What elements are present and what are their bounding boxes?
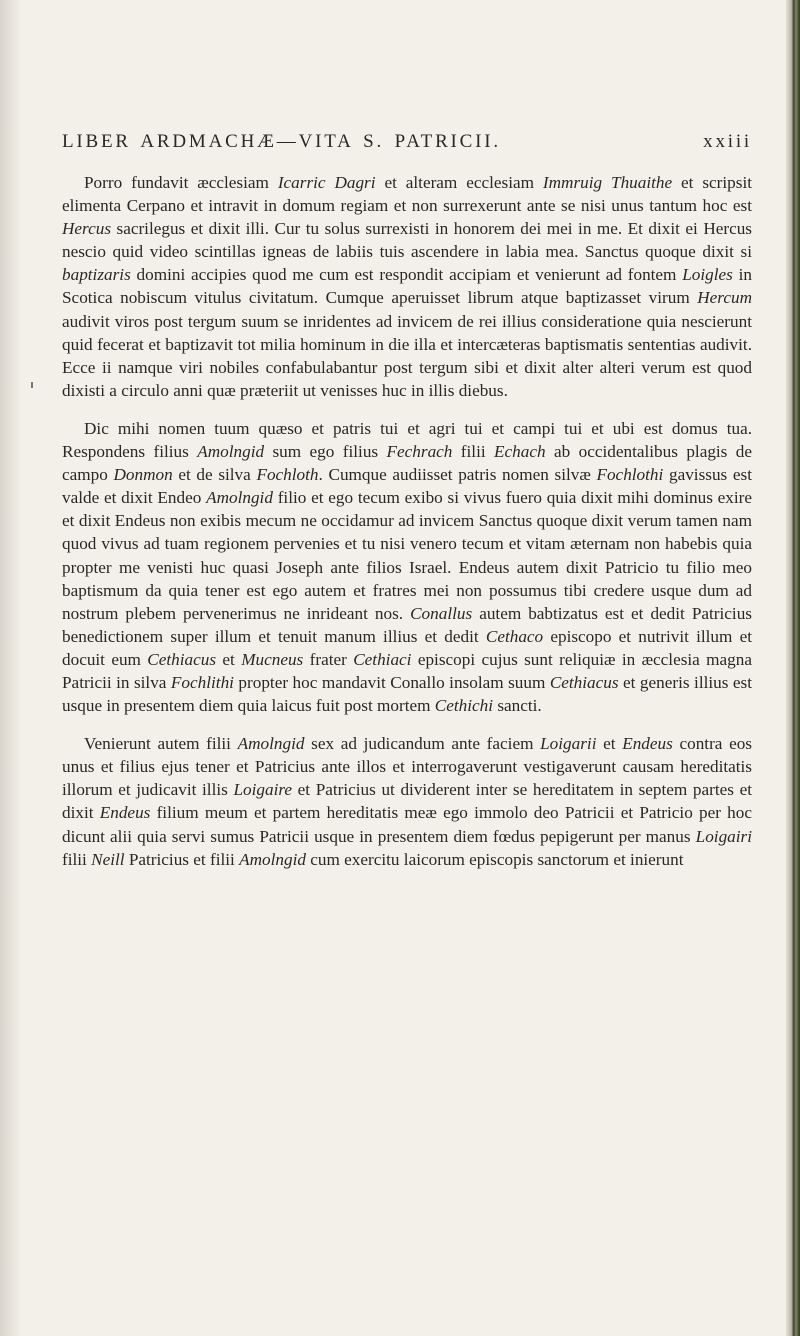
- text-run: audivit viros post tergum suum se inridentes ad invicem de rei illius consideratione quia nescierunt quid fecerat et baptizavit tot milia hominum in die illa et intercæteras baptismatis sententias audivit. Ecce ii namque viri nobiles confabulabantur post tergum sibi et dixit alter alteri verum est quod dixisti a circulo anni quæ præteriit ut venisses huc in illis diebus.: [62, 311, 752, 400]
- text-run: ab occidentalibus plagis de campo: [62, 442, 753, 485]
- page-number: xxiii: [703, 131, 752, 152]
- margin-mark: [31, 382, 33, 388]
- italic-name: Amolngid: [206, 488, 273, 508]
- text-run: propter hoc mandavit Conallo insolam suum: [233, 672, 550, 692]
- italic-name: Cethichi: [434, 696, 494, 716]
- italic-name: Immruig Thuaithe: [542, 173, 673, 192]
- text-run: filio et ego tecum exibo si vivus fuero quia dixit mihi dominus exire et dixit Endeus non exibis mecum ne occidamur ad invicem Sanctus quoque dixit verum tamen nam quod vivus ad tuam regionem pervenies et tu nisi venero tecum et vitam æternam non habebis quia propter me venisti huc quasi Joseph ante filios Israel. Endeus autem dixit Patricio tu filio meo baptismum da quia tener est ego autem et fratres mei non possumus tibi credere usque dum ad nostrum plebem pervenerimus ne inrideant nos.: [62, 488, 752, 623]
- italic-name: Amolngid: [237, 734, 305, 754]
- italic-name: Loigairi: [695, 826, 752, 846]
- italic-name: Loigles: [682, 265, 733, 285]
- text-run: et generis illius est usque in presentem diem quia laicus fuit post mortem: [62, 672, 752, 716]
- text-run: et: [216, 649, 242, 669]
- text-run: et de silva: [172, 465, 257, 485]
- running-title: LIBER ARDMACHÆ—VITA S. PATRICII.: [62, 131, 501, 152]
- italic-name: Donmon: [113, 465, 173, 485]
- text-run: Venierunt autem filii: [84, 734, 238, 754]
- text-run: Patricius et filii: [124, 849, 240, 869]
- page-left-shadow: [0, 0, 22, 1336]
- body-text: [62, 171, 752, 871]
- text-run: et scripsit elimenta Cerpano et intravit in domum regiam et non surrexerunt ante se nisi unus tantum hoc est: [62, 173, 753, 216]
- italic-name: Amolngid: [239, 849, 306, 869]
- text-run: sex ad judicandum ante faciem: [304, 734, 541, 754]
- paragraph: [62, 171, 752, 402]
- italic-name: Loigarii: [540, 734, 597, 754]
- text-run: autem babtizatus est et dedit Patricius benedictionem super illum et tenuit manum illius et dedit: [62, 603, 752, 646]
- italic-name: baptizaris: [62, 265, 131, 285]
- italic-name: Icarric Dagri: [277, 173, 376, 192]
- paragraph: [62, 417, 752, 717]
- text-run: gavissus est valde et dixit Endeo: [62, 465, 752, 508]
- italic-name: Fechrach: [386, 442, 453, 462]
- running-header: [62, 131, 752, 159]
- italic-name: Cethiacus: [549, 672, 619, 692]
- italic-name: Cethiaci: [353, 649, 412, 669]
- text-run: sancti.: [493, 696, 542, 716]
- text-run: filii: [452, 442, 495, 462]
- text-run: sum ego filius: [264, 442, 387, 462]
- text-run: Dic mihi nomen tuum quæso et patris tui et agri tui et campi tui et ubi est domus tua. Respondens filius: [62, 418, 752, 462]
- italic-name: Hercus: [62, 219, 112, 239]
- text-run: episcopo et nutrivit illum et docuit eum: [62, 626, 752, 669]
- text-run: filium meum et partem hereditatis meæ ego immolo deo Patricii et Patricio per hoc dicunt alii quia servi sumus Patricii usque in presentem diem fœdus pepigerunt per manus: [62, 803, 752, 846]
- italic-name: Fochloth: [256, 465, 319, 485]
- italic-name: Conallus: [410, 603, 473, 623]
- italic-name: Loigaire: [233, 780, 293, 800]
- italic-name: Neill: [91, 849, 125, 869]
- italic-name: Cethiacus: [147, 649, 217, 669]
- italic-name: Cethaco: [485, 626, 544, 646]
- italic-name: Amolngid: [197, 442, 265, 462]
- text-run: contra eos unus et filius ejus tener et Patricius ante illos et interrogaverunt vestigaverunt causam hereditatis illorum et judicavit illis: [62, 734, 752, 800]
- book-edge: [786, 0, 800, 1336]
- text-run: . Cumque audiisset patris nomen silvæ: [318, 465, 597, 485]
- text-run: frater: [303, 649, 354, 669]
- text-run: in Scotica nobiscum vitulus civitatum. Cumque aperuisset librum atque baptizasset virum: [62, 265, 752, 308]
- italic-name: Hercum: [697, 288, 752, 308]
- text-run: domini accipies quod me cum est respondit accipiam et venierunt ad fontem: [130, 265, 683, 285]
- text-run: filii: [62, 849, 92, 869]
- paragraph: [62, 732, 752, 871]
- text-run: sacrilegus et dixit illi. Cur tu solus surrexisti in honorem dei mei in me. Et dixit ei Hercus nescio quid video scintillas igneas de labiis tuis ascendere in labia mea. Sanctus quoque dixit si: [62, 219, 752, 262]
- text-run: Porro fundavit æcclesiam: [84, 173, 278, 192]
- italic-name: Fochlothi: [596, 465, 664, 485]
- text-run: et alteram ecclesiam: [375, 173, 543, 192]
- text-run: episcopi cujus sunt reliquiæ in æcclesia magna Patricii in silva: [62, 649, 752, 692]
- text-run: et: [596, 734, 623, 754]
- text-run: cum exercitu laicorum episcopis sanctorum et inierunt: [305, 849, 684, 869]
- italic-name: Endeus: [99, 803, 151, 823]
- italic-name: Mucneus: [241, 649, 304, 669]
- text-run: et Patricius ut dividerent inter se hereditatem in septem partes et dixit: [62, 780, 752, 823]
- italic-name: Echach: [494, 442, 546, 462]
- italic-name: Fochlithi: [170, 672, 234, 692]
- italic-name: Endeus: [622, 734, 673, 754]
